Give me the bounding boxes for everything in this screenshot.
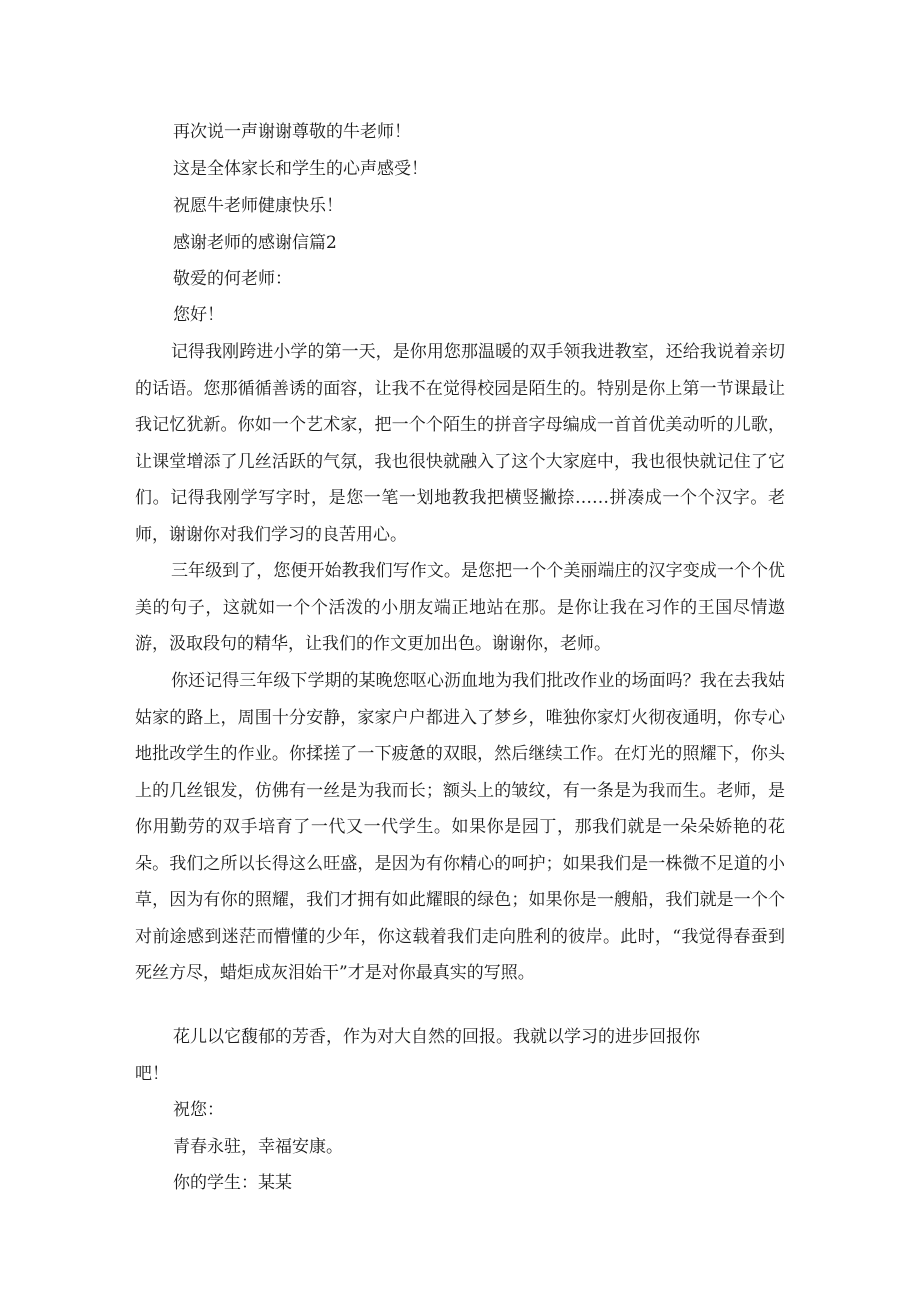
- closing-line-1: 再次说一声谢谢尊敬的牛老师！: [173, 122, 411, 142]
- paragraph-1: 记得我刚跨进小学的第一天，是你用您那温暖的双手领我进教室，还给我说着亲切的话语。您那循循善诱的面容，让我不在觉得校园是陌生的。特别是你上第一节课最让我记忆犹新。你如一个艺术家，把一个个陌生的拼音字母编成一首首优美动听的儿歌，让课堂增添了几丝活跃的气氛，我也很快就融入了这个大家庭中，我也很快就记住了它们。记得我刚学写字时，是您一笔一划地教我把横竖撇捺……拼凑成一个个汉字。老师，谢谢你对我们学习的良苦用心。: [135, 342, 785, 545]
- paragraph-3: 你还记得三年级下学期的某晚您呕心沥血地为我们批改作业的场面吗？我在去我姑姑家的路上，周围十分安静，家家户户都进入了梦乡，唯独你家灯火彻夜通明，你专心地批改学生的作业。你揉搓了一下疲惫的双眼，然后继续工作。在灯光的照耀下，你头上的几丝银发，仿佛有一丝是为我而长；额头上的皱纹，有一条是为我而生。老师，是你用勤劳的双手培育了一代又一代学生。如果你是园丁，那我们就是一朵朵娇艳的花朵。我们之所以长得这么旺盛，是因为有你精心的呵护；如果我们是一株微不足道的小草，因为有你的照耀，我们才拥有如此耀眼的绿色；如果你是一艘船，我们就是一个个对前途感到迷茫而懵懂的少年，你这载着我们走向胜利的彼岸。此时，“我觉得春蚕到死丝方尽，蜡炬成灰泪始干”才是对你最真实的写照。: [135, 671, 785, 983]
- closing-line-3: 祝愿牛老师健康快乐！: [173, 196, 343, 216]
- closing-line-2: 这是全体家长和学生的心声感受！: [173, 159, 428, 179]
- wish: 青春永驻，幸福安康。: [173, 1137, 343, 1157]
- paragraph-2: 三年级到了，您便开始教我们写作文。是您把一个个美丽端庄的汉字变成一个个优美的句子，这就如一个个活泼的小朋友端正地站在那。是你让我在习作的王国尽情遨游，汲取段句的精华，让我们的作文更加出色。谢谢你，老师。: [135, 561, 785, 654]
- signature: 你的学生：某某: [173, 1173, 292, 1193]
- last-paragraph-line-2: 吧！: [135, 1064, 169, 1084]
- wish-intro: 祝您：: [173, 1100, 224, 1120]
- greeting: 您好！: [173, 305, 224, 325]
- salutation: 敬爱的何老师：: [173, 269, 292, 289]
- last-paragraph-line-1: 花儿以它馥郁的芳香，作为对大自然的回报。我就以学习的进步回报你: [173, 1027, 700, 1047]
- section-title: 感谢老师的感谢信篇2: [173, 233, 337, 253]
